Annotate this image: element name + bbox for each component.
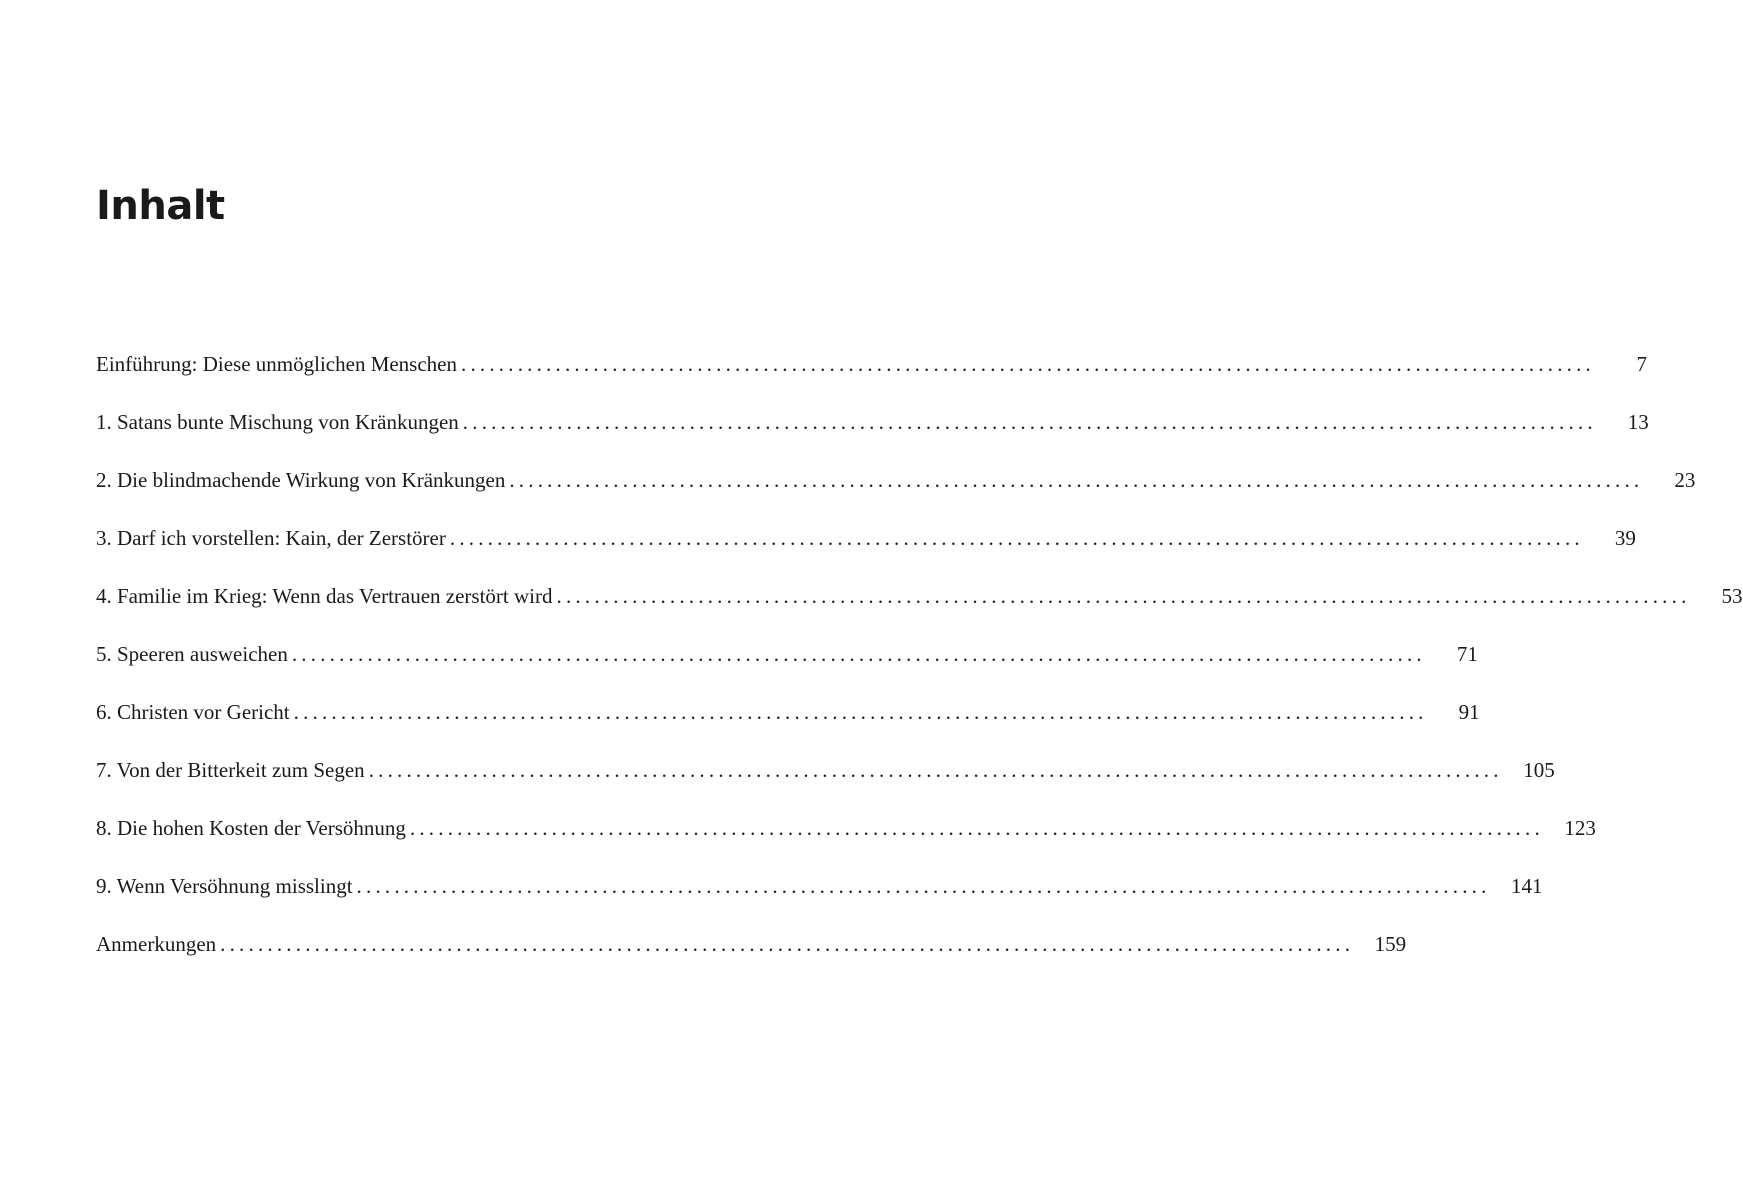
toc-entry-page-number: 23: [1674, 468, 1696, 492]
toc-entry-title: 4. Familie im Krieg: Wenn das Vertrauen zerstört wird: [96, 584, 553, 608]
toc-entry-title: Anmerkungen: [96, 932, 217, 956]
dot-leader: ........................................................................................................................: [509, 468, 1644, 492]
toc-entry-title: 3. Darf ich vorstellen: Kain, der Zerstörer: [96, 526, 446, 550]
toc-entry-page-number: 105: [1523, 758, 1555, 782]
table-of-contents: [96, 352, 1743, 990]
toc-entry-chapter-5: [96, 642, 1478, 700]
dot-leader: ........................................................................................................................: [220, 932, 1355, 956]
toc-entry-chapter-8: [96, 816, 1596, 874]
toc-entry-chapter-3: [96, 526, 1636, 584]
dot-leader: ........................................................................................................................: [291, 642, 1426, 666]
toc-entry-title: 1. Satans bunte Mischung von Kränkungen: [96, 410, 459, 434]
dot-leader: ........................................................................................................................: [449, 526, 1584, 550]
dot-leader: ........................................................................................................................: [461, 352, 1595, 376]
toc-entry-title: 8. Die hohen Kosten der Versöhnung: [96, 816, 406, 840]
toc-entry-chapter-6: [96, 700, 1480, 758]
toc-entry-chapter-4: [96, 584, 1743, 642]
dot-leader: ........................................................................................................................: [293, 700, 1428, 724]
toc-entry-chapter-2: [96, 468, 1696, 526]
dot-leader: ........................................................................................................................: [368, 758, 1503, 782]
toc-entry-notes: [96, 932, 1407, 990]
toc-entry-page-number: 39: [1614, 526, 1636, 550]
toc-entry-title: 2. Die blindmachende Wirkung von Kränkungen: [96, 468, 506, 492]
toc-entry-page-number: 159: [1374, 932, 1407, 956]
toc-entry-title: Einführung: Diese unmöglichen Menschen: [96, 352, 457, 376]
toc-entry-title: 5. Speeren ausweichen: [96, 642, 288, 666]
toc-entry-title: 9. Wenn Versöhnung misslingt: [96, 874, 353, 898]
toc-entry-title: 7. Von der Bitterkeit zum Segen: [96, 758, 365, 782]
toc-entry-chapter-1: [96, 410, 1649, 468]
toc-entry-chapter-7: [96, 758, 1555, 816]
dot-leader: ........................................................................................................................: [409, 816, 1544, 840]
toc-entry-chapter-9: [96, 874, 1543, 932]
dot-leader: ........................................................................................................................: [462, 410, 1597, 434]
toc-entry-page-number: 7: [1636, 352, 1647, 376]
toc-entry-page-number: 123: [1564, 816, 1596, 840]
page-title: Inhalt: [96, 183, 225, 229]
toc-entry-title: 6. Christen vor Gericht: [96, 700, 290, 724]
toc-entry-page-number: 91: [1458, 700, 1480, 724]
toc-entry-page-number: 141: [1511, 874, 1543, 898]
toc-entry-page-number: 13: [1627, 410, 1649, 434]
toc-entry-introduction: [96, 352, 1647, 410]
dot-leader: ........................................................................................................................: [356, 874, 1491, 898]
toc-entry-page-number: 53: [1721, 584, 1743, 608]
toc-entry-page-number: 71: [1456, 642, 1478, 666]
dot-leader: ........................................................................................................................: [556, 584, 1691, 608]
